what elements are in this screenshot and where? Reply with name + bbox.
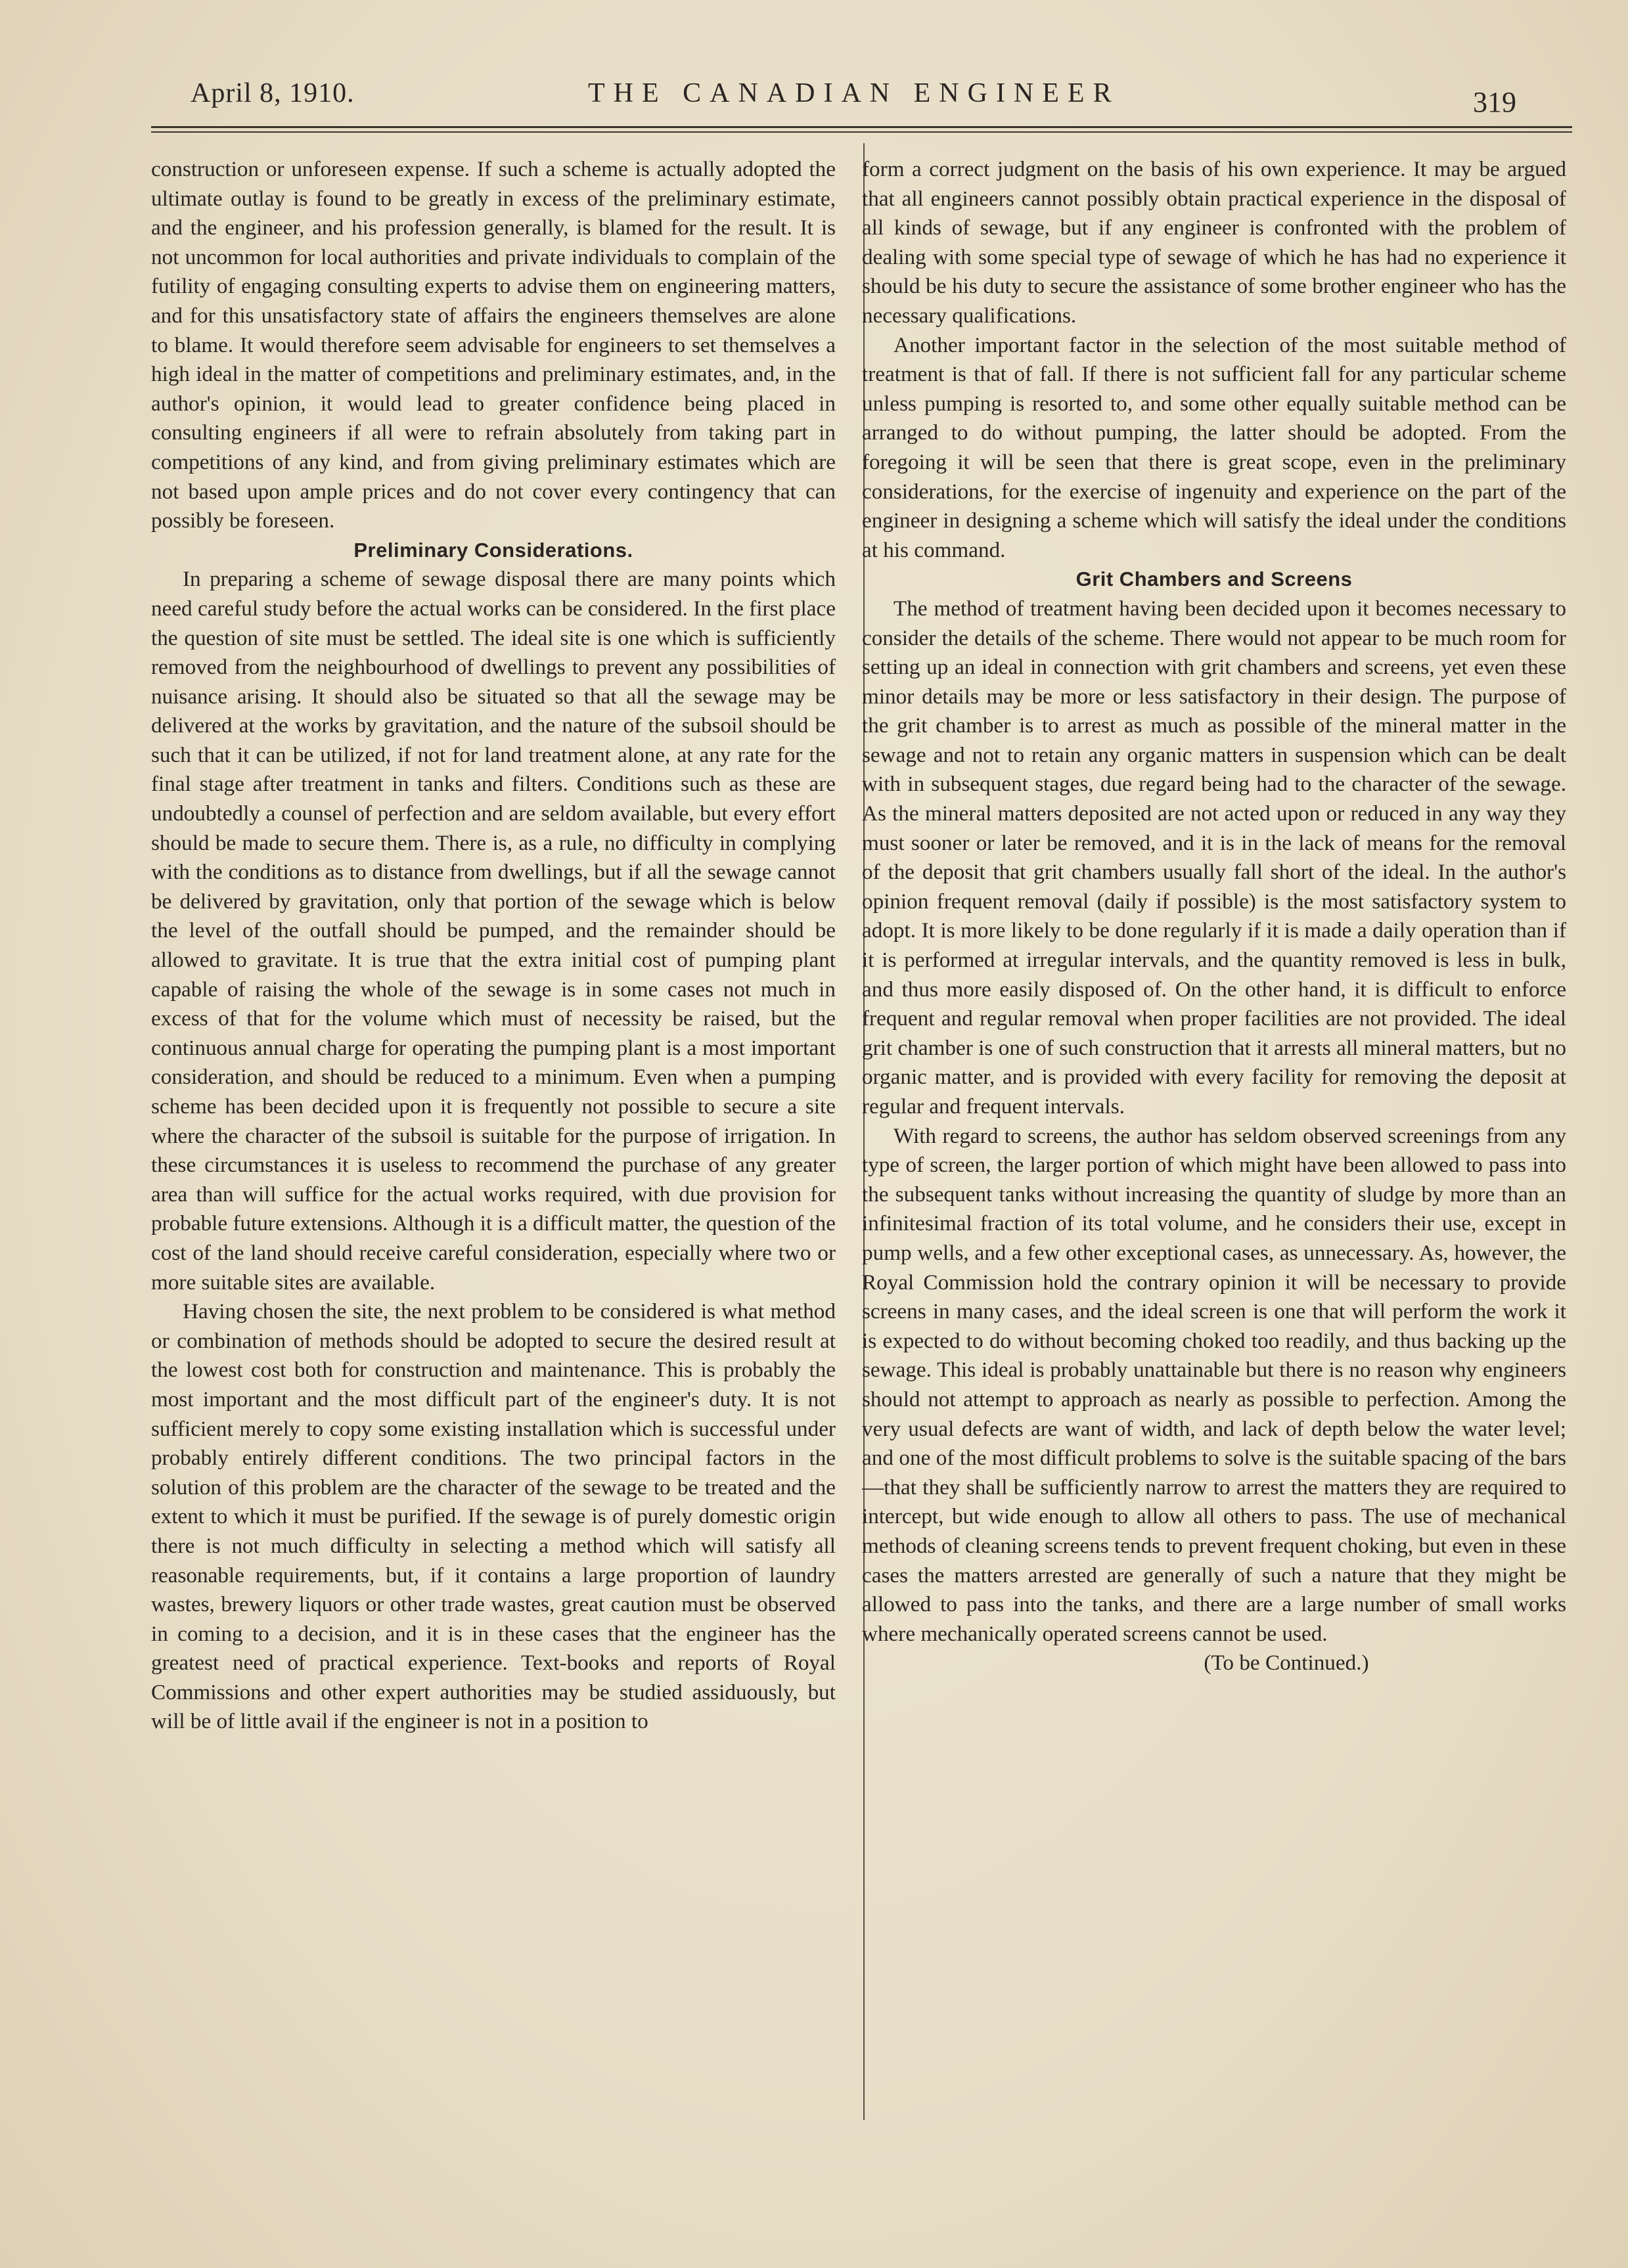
section-heading: Preliminary Considerations. — [353, 538, 633, 562]
issue-date: April 8, 1910. — [191, 78, 355, 108]
paragraph: The method of treatment having been decided upon it becomes necessary to consider the details of the scheme. There would not appear to be much room for setting up an ideal in connection with grit chambers and screens, yet even these minor details may be more or less satisfactory in their design. The purpose of the grit chamber is to arrest as much as possible of the mineral matter in the sewage and not to retain any organic matters in suspension which can be dealt with in subsequent stages, due regard being had to the character of the sewage. As the mineral matters deposited are not acted upon or reduced in any way they must sooner or later be removed, and it is in the lack of means for the removal of the deposit that grit chambers usually fall short of the ideal. In the author's opinion frequent removal (daily if possible) is the most satisfactory system to adopt. It is more likely to be done regularly if it is made a daily operation than if it is performed at irregular intervals, and the quantity removed is less in bulk, and thus more easily disposed of. On the other hand, it is difficult to enforce frequent and regular removal when proper facilities are not provided. The ideal grit chamber is one of such construction that it arrests all mineral matters, but no organic matter, and is provided with every facility for removing the deposit at regular and frequent intervals. — [862, 596, 1566, 1119]
header-rule-double — [151, 131, 1572, 133]
paragraph: construction or unforeseen expense. If such a scheme is actually adopted the ultimate outlay is found to be greatly in excess of the preliminary estimate, and the engineer, and his profession generally, is blamed for the result. It is not uncommon for local authorities and private individuals to complain of the futility of engaging consulting experts to advise them on engineering matters, and for this unsatisfactory state of affairs the engineers themselves are alone to blame. It would therefore seem advisable for engineers to set themselves a high ideal in the matter of competitions and preliminary estimates, and, in the author's opinion, it would lead to greater confidence being placed in consulting engineers if all were to refrain absolutely from taking part in competitions of any kind, and from giving preliminary estimates which are not based upon ample prices and do not cover every contingency that can possibly be foreseen. — [151, 157, 836, 533]
page-header — [191, 78, 1536, 123]
section-heading: Grit Chambers and Screens — [1075, 567, 1353, 591]
paragraph: Another important factor in the selection of the most suitable method of treatment is that of fall. If there is not sufficient fall for any particular scheme unless pumping is resorted to, and some other equally suitable method can be arranged to do without pumping, the latter should be adopted. From the foregoing it will be seen that there is great scope, even in the preliminary considerations, for the exercise of ingenuity and experience on the part of the engineer in designing a scheme which will satisfy the ideal under the conditions at his command. — [862, 332, 1566, 562]
left-column — [151, 155, 836, 1737]
journal-title: THE CANADIAN ENGINEER — [588, 78, 1120, 108]
continued-note: (To be Continued.) — [1204, 1651, 1369, 1676]
paragraph: In preparing a scheme of sewage disposal there are many points which need careful study before the actual works can be considered. In the first place the question of site must be settled. The ideal site is one which is sufficiently removed from the neighbourhood of dwellings to prevent any possibilities of nuisance arising. It should also be situated so that all the sewage may be delivered at the works by gravitation, and the nature of the subsoil should be such that it can be utilized, if not for land treatment alone, at any rate for the final stage after treatment in tanks and filters. Conditions such as these are undoubtedly a counsel of perfection and are seldom available, but every effort should be made to secure them. There is, as a rule, no difficulty in complying with the conditions as to distance from dwellings, but if all the sewage cannot be delivered by gravitation, only that portion of the sewage which is below the level of the outfall should be pumped, and the remainder should be allowed to gravitate. It is true that the extra initial cost of pumping plant capable of raising the whole of the sewage is in some cases not much in excess of that for the volume which must of necessity be raised, but the continuous annual charge for operating the pumping plant is a most important consideration, and should be reduced to a minimum. Even when a pumping scheme has been decided upon it is frequently not possible to secure a site where the character of the subsoil is suitable for the purpose of irrigation. In these circumstances it is useless to recommend the purchase of any greater area than will suffice for the actual works required, with due provision for probable future extensions. Although it is a difficult matter, the question of the cost of the land should receive careful consideration, especially where two or more suitable sites are available. — [151, 567, 836, 1295]
paragraph: Having chosen the site, the next problem to be considered is what method or combination of methods should be adopted to secure the desired result at the lowest cost both for construction and maintenance. This is probably the most important and the most difficult part of the engineer's duty. It is not sufficient merely to copy some existing installation which is successful under probably entirely different conditions. The two principal factors in the solution of this problem are the character of the sewage to be treated and the extent to which it must be purified. If the sewage is of purely domestic origin there is not much difficulty in selecting a method which will satisfy all reasonable requirements, but, if it contains a large proportion of laundry wastes, brewery liquors or other trade wastes, great caution must be observed in coming to a decision, and it is in these cases that the engineer has the greatest need of practical experience. Text-books and reports of Royal Commissions and other expert authorities may be studied assiduously, but will be of little avail if the engineer is not in a position to — [151, 1299, 836, 1734]
right-column — [862, 155, 1566, 1678]
page-number: 319 — [1473, 86, 1516, 118]
paragraph: form a correct judgment on the basis of his own experience. It may be argued that all engineers cannot possibly obtain practical experience in the disposal of all kinds of sewage, but if any engineer is confronted with the problem of dealing with some special type of sewage of which he has had no experience it should be his duty to secure the assistance of some brother engineer who has the necessary qualifications. — [862, 157, 1566, 328]
header-rule — [151, 126, 1572, 128]
paragraph: With regard to screens, the author has seldom observed screenings from any type of screen, the larger portion of which might have been allowed to pass into the subsequent tanks without increasing the quantity of sludge by more than an infinitesimal fraction of its total volume, and he considers their use, except in pump wells, and a few other exceptional cases, as unnecessary. As, however, the Royal Commission hold the contrary opinion it will be necessary to provide screens in many cases, and the ideal screen is one that will perform the work it is expected to do without becoming choked too readily, and thus backing up the sewage. This ideal is probably unattainable but there is no reason why engineers should not attempt to approach as nearly as possible to perfection. Among the very usual defects are want of width, and lack of depth below the water level; and one of the most difficult problems to solve is the suitable spacing of the bars—that they shall be sufficiently narrow to arrest the matters they are required to intercept, but wide enough to allow all others to pass. The use of mechanical methods of cleaning screens tends to prevent frequent choking, but even in these cases the matters arrested are generally of such a nature that they might be allowed to pass into the tanks, and there are a large number of small works where mechanically operated screens cannot be used. — [862, 1123, 1566, 1646]
